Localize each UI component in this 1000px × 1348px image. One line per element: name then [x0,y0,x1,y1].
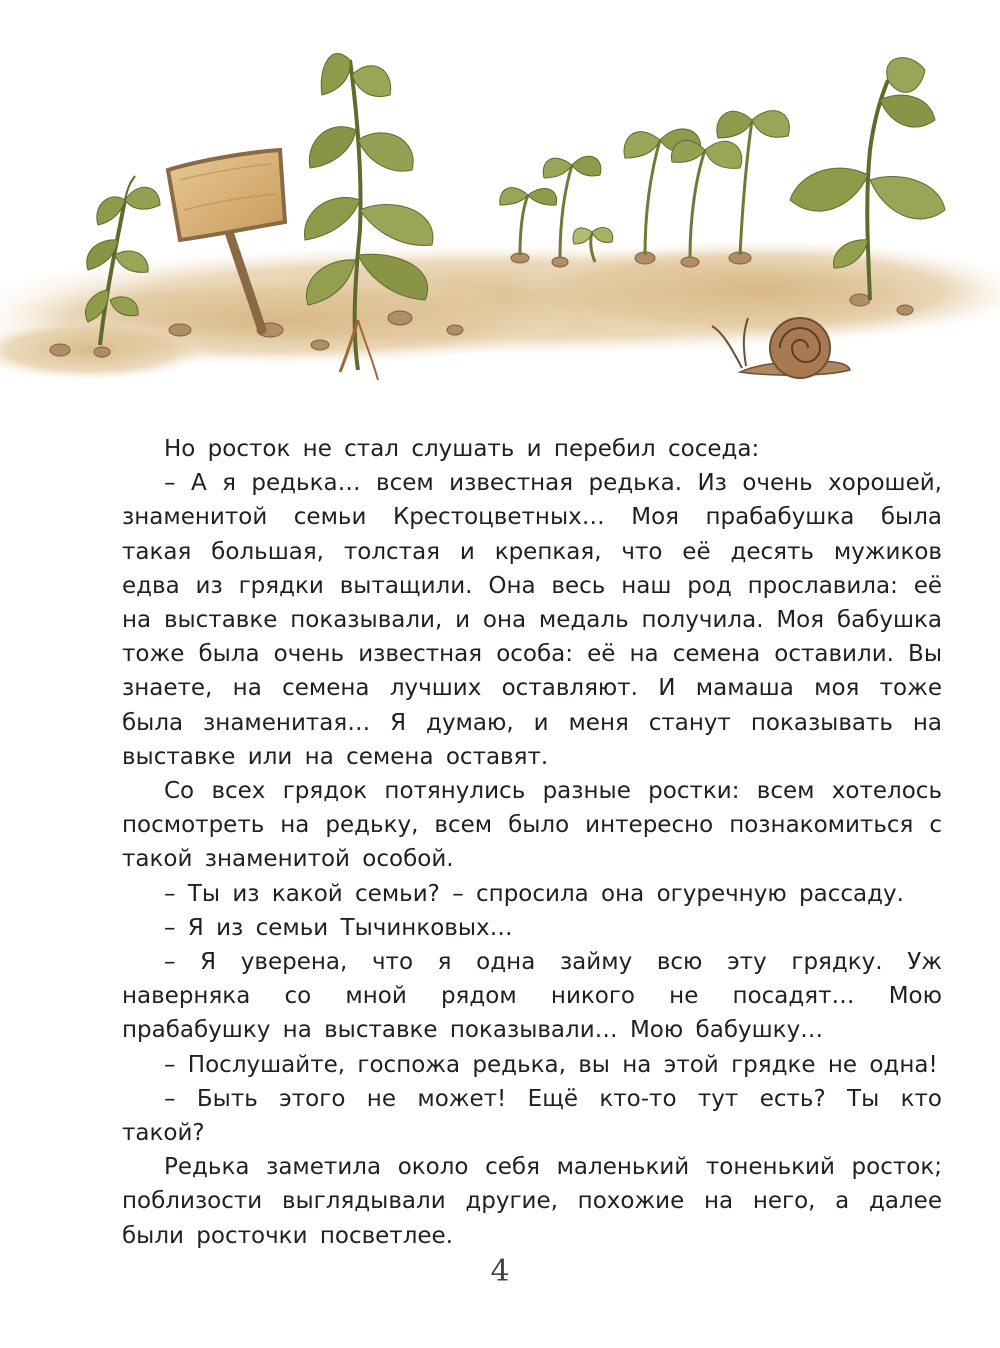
page-number: 4 [490,1254,510,1289]
paragraph: – Я уверена, что я одна займу всю эту грядку. Уж наверняка со мной рядом никого не посадят… Мою прабабушку на выставке показывали… Мою бабушку… [122,949,942,1044]
paragraph: Со всех грядок потянулись разные ростки: всем хотелось посмотреть на редьку, всем было интересно познакомиться с такой знаменитой особой. [122,778,942,873]
paragraph: Редька заметила около себя маленький тоненький росток; поблизости выглядывали другие, похожие на него, а далее были росточки посветлее. [122,1154,942,1249]
paragraph: Но росток не стал слушать и перебил соседа: [164,436,760,462]
garden-illustration [0,0,1000,420]
paragraph: – Послушайте, госпожа редька, вы на этой грядке не одна! [164,1051,938,1078]
paragraph: – Ты из какой семьи? – спросила она огуречную рассаду. [164,880,904,907]
paragraph: – Я из семьи Тычинковых… [164,914,513,941]
paragraph: – А я редька… всем известная редька. Из очень хорошей, знаменитой семьи Крестоцветных… Моя прабабушка была такая большая, толстая и крепкая, что её десять мужиков едва из грядки вытащили. Она весь наш род прославила: её на выставке показывали, и она медаль получила. Моя бабушка тоже была очень известная особа: её на семена оставили. Вы знаете, на семена лучших оставляют. И мамаша моя тоже была знаменитая… Я думаю, и меня станут показывать на выставке или на семена оставят. [122,470,942,770]
paragraph: – Быть этого не может! Ещё кто-то тут есть? Ты кто такой? [122,1085,942,1147]
seedlings [500,111,790,262]
story-text [122,432,942,1253]
